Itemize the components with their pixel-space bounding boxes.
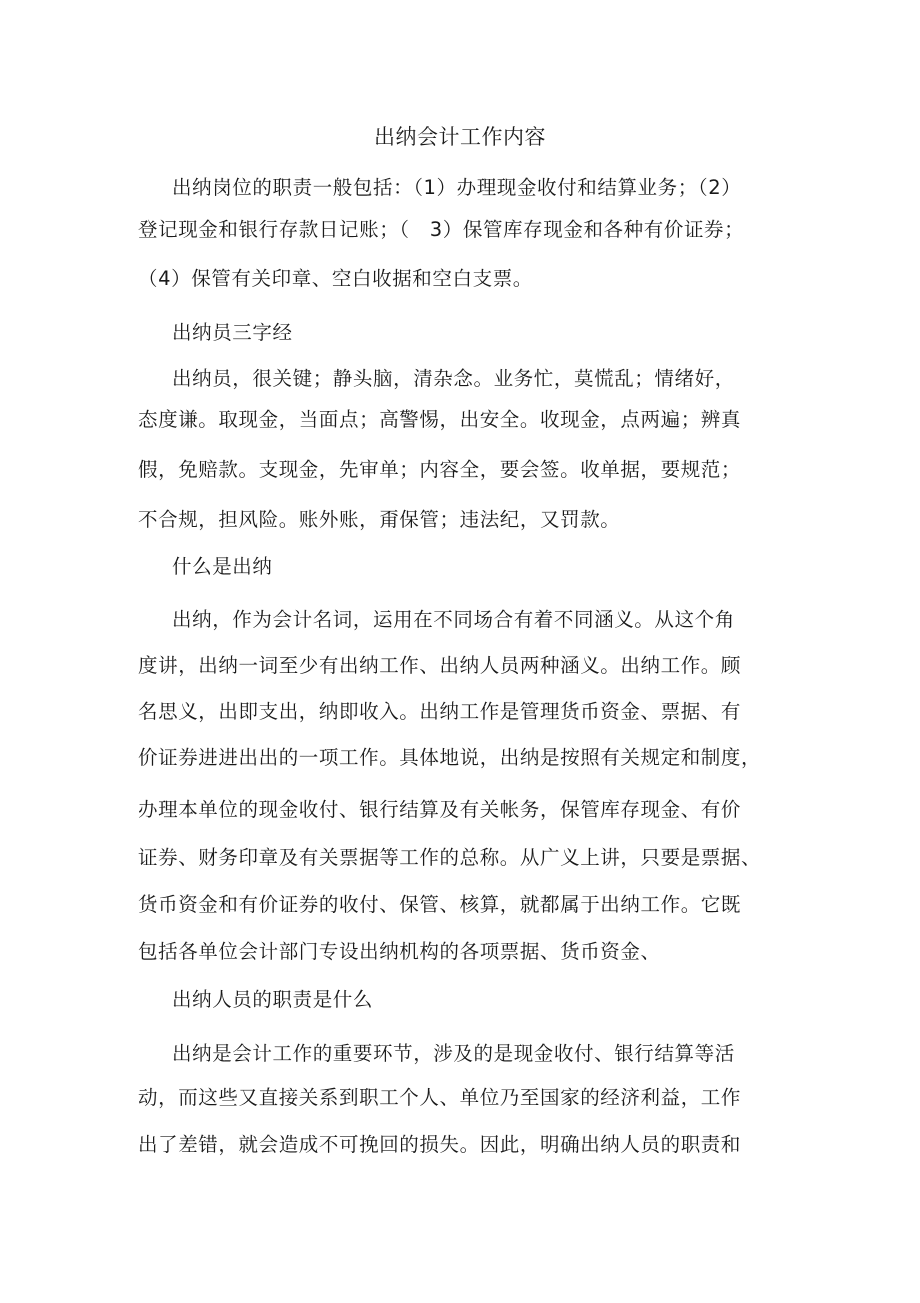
paragraph-line: 价证券进进出出的一项工作。具体地说，出纳是按照有关规定和制度，: [138, 746, 762, 769]
paragraph-line: 包括各单位会计部门专设出纳机构的各项票据、货币资金、: [138, 940, 661, 963]
paragraph-line: 办理本单位的现金收付、银行结算及有关帐务，保管库存现金、有价: [138, 798, 742, 821]
paragraph-line: 假，免赔款。支现金，先审单；内容全，要会签。收单据，要规范；: [138, 458, 742, 481]
section-heading: 出纳人员的职责是什么: [172, 988, 374, 1011]
paragraph-line: 出了差错，就会造成不可挽回的损失。因此，明确出纳人员的职责和: [138, 1133, 742, 1156]
paragraph-line: 动，而这些又直接关系到职工个人、单位乃至国家的经济利益，工作: [138, 1086, 742, 1109]
paragraph-line: 不合规，担风险。账外账，甭保管；违法纪，又罚款。: [138, 508, 621, 531]
paragraph-line: 态度谦。取现金，当面点；高警惕，出安全。收现金，点两遍；辨真: [138, 408, 742, 431]
paragraph-line: 出纳是会计工作的重要环节，涉及的是现金收付、银行结算等活: [172, 1042, 735, 1065]
paragraph-line: 货币资金和有价证券的收付、保管、核算，就都属于出纳工作。它既: [138, 893, 742, 916]
paragraph-line: 出纳，作为会计名词，运用在不同场合有着不同涵义。从这个角: [172, 608, 735, 631]
page-title: 出纳会计工作内容: [374, 125, 546, 149]
paragraph-line: 证券、财务印章及有关票据等工作的总称。从广义上讲，只要是票据、: [138, 846, 762, 869]
paragraph-line: 名思义，出即支出，纳即收入。出纳工作是管理货币资金、票据、有: [138, 700, 742, 723]
paragraph-line: 度讲，出纳一词至少有出纳工作、出纳人员两种涵义。出纳工作。顾: [138, 654, 742, 677]
paragraph-line: 出纳员，很关键；静头脑，清杂念。业务忙，莫慌乱；情绪好，: [172, 367, 735, 390]
section-heading: 什么是出纳: [172, 555, 273, 578]
section-heading: 出纳员三字经: [172, 321, 293, 344]
paragraph-line: 登记现金和银行存款日记账；（ 3）保管库存现金和各种有价证券；: [138, 218, 745, 241]
paragraph-line: 出纳岗位的职责一般包括：（1）办理现金收付和结算业务；（2）: [172, 176, 742, 199]
paragraph-line: （4）保管有关印章、空白收据和空白支票。: [138, 267, 533, 290]
